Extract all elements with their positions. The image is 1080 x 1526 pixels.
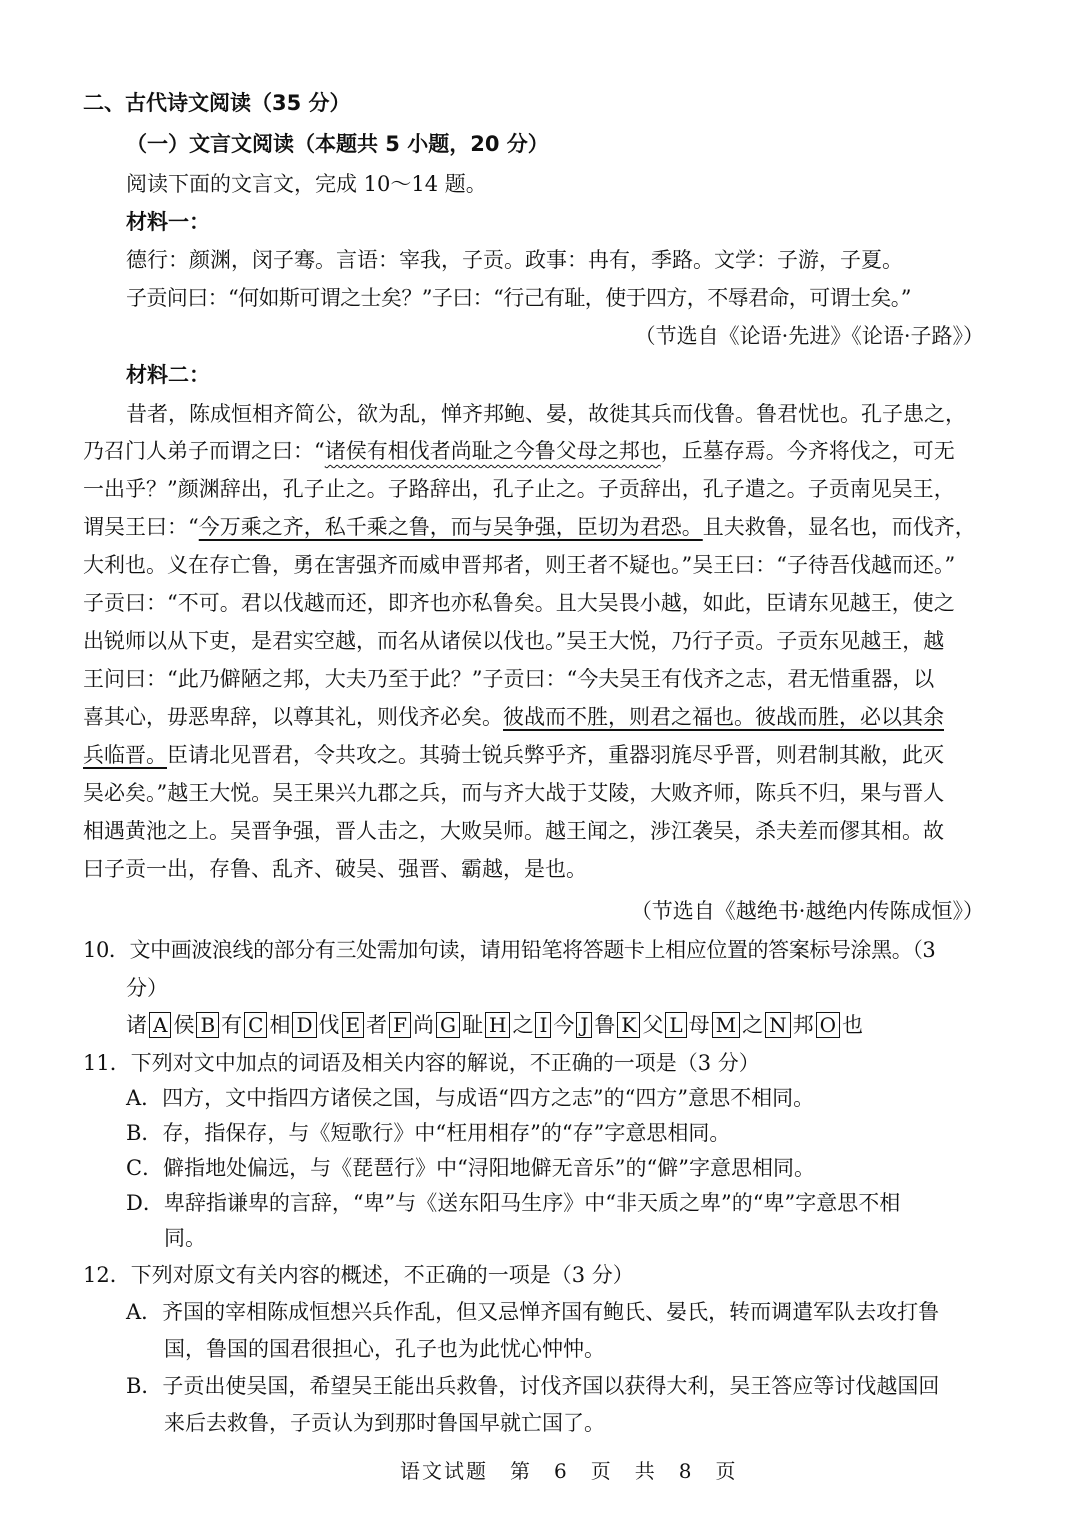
q10-option[interactable]	[689, 1013, 742, 1037]
option-label: D	[292, 1012, 316, 1038]
option-label: N	[765, 1012, 791, 1038]
material2-line: 出锐师以从下吏，是君实空越，而名从诸侯以伐也。”吴王大悦，乃行子贡。子贡东见越王，越	[83, 629, 945, 653]
underlined-segment: 今万乘之齐，私千乘之鲁，而与吴争强，臣切为君恐。	[198, 515, 703, 539]
text-segment: 臣请北见晋君，令共攻之。其骑士锐兵弊乎齐，重器羽旄尽乎晋，则君制其敝，此灭	[167, 743, 944, 767]
char: 鲁	[594, 1013, 616, 1037]
material2-line	[83, 512, 976, 542]
q10-option[interactable]	[221, 1013, 269, 1037]
option-label: K	[617, 1012, 640, 1038]
char: 父	[642, 1013, 664, 1037]
char: 之	[512, 1013, 534, 1037]
q10-option[interactable]	[594, 1013, 642, 1037]
material1-label: 材料一：	[126, 210, 210, 234]
material2-label: 材料二：	[126, 363, 210, 387]
char: 今	[553, 1013, 575, 1037]
option-label: C	[244, 1012, 267, 1038]
char: 耻	[462, 1013, 483, 1037]
option-label: H	[485, 1012, 510, 1038]
material2-line	[83, 702, 944, 732]
q10-option[interactable]	[742, 1013, 793, 1037]
q11-option-d-cont: 同。	[164, 1226, 206, 1250]
material2-line: 曰子贡一出，存鲁、乱齐、破吴、强晋、霸越，是也。	[83, 857, 587, 881]
q10-stem-cont: 分）	[126, 976, 168, 1000]
material2-line	[83, 436, 955, 466]
page-footer: 语文试题 第 6 页 共 8 页	[400, 1459, 738, 1483]
text-segment: 喜其心，毋恶卑辞，以尊其礼，则伐齐必矣。	[83, 705, 503, 729]
q10-option[interactable]	[642, 1013, 688, 1037]
char: 邦	[792, 1013, 814, 1037]
q11-option-d[interactable]: D．卑辞指谦卑的言辞，“卑”与《送东阳马生序》中“非天质之卑”的“卑”字意思不相	[126, 1191, 901, 1215]
q10-option[interactable]	[462, 1013, 512, 1037]
option-label: O	[816, 1012, 840, 1038]
q10-options	[126, 1010, 863, 1040]
char: 也	[842, 1013, 864, 1037]
material2-line: 一出乎？”颜渊辞出，孔子止之。子路辞出，孔子止之。子贡辞出，孔子遣之。子贡南见吴王，	[83, 477, 955, 501]
q10-option[interactable]	[793, 1013, 842, 1037]
char: 之	[742, 1013, 764, 1037]
material2-line: 吴必矣。”越王大悦。吴王果兴九郡之兵，而与齐大战于艾陵，大败齐师，陈兵不归，果与晋人	[83, 781, 945, 805]
option-label: E	[342, 1012, 365, 1038]
q11-option-c[interactable]: C．僻指地处偏远，与《琵琶行》中“浔阳地僻无音乐”的“僻”字意思相同。	[126, 1156, 816, 1180]
option-label: J	[576, 1012, 592, 1038]
char: 侯	[173, 1013, 195, 1037]
char: 相	[269, 1013, 291, 1037]
text-segment: ，丘墓存焉。今齐将伐之，可无	[660, 439, 955, 463]
char: 有	[221, 1013, 243, 1037]
q10-option[interactable]	[512, 1013, 553, 1037]
q10-option[interactable]	[126, 1013, 173, 1037]
option-label: G	[436, 1012, 460, 1038]
material2-line: 子贡曰：“不可。君以伐越而还，即齐也亦私鲁矣。且大吴畏小越，如此，臣请东见越王，使之	[83, 591, 955, 615]
option-label: B	[196, 1012, 219, 1038]
q10-option[interactable]	[319, 1013, 367, 1037]
underlined-segment: 兵临晋。	[83, 743, 167, 767]
q12-option-a-cont: 国，鲁国的国君很担心，孔子也为此忧心忡忡。	[164, 1337, 605, 1361]
char: 伐	[318, 1013, 340, 1037]
q11-option-b[interactable]: B．存，指保存，与《短歌行》中“枉用相存”的“存”字意思相同。	[126, 1121, 731, 1145]
material2-line: 相遇黄池之上。吴晋争强，晋人击之，大败吴师。越王闻之，涉江袭吴，杀夫差而僇其相。故	[83, 819, 944, 843]
wavy-underlined-segment: 诸侯有相伐者尚耻之今鲁父母之邦也	[324, 439, 661, 463]
text-segment: 乃召门人弟子而谓之曰：“	[83, 439, 325, 463]
material2-line: 昔者，陈成恒相齐简公，欲为乱，惮齐邦鲍、晏，故徙其兵而伐鲁。鲁君忧也。孔子患之，	[126, 402, 966, 426]
q10-option[interactable]	[173, 1013, 221, 1037]
char: 者	[366, 1013, 388, 1037]
char: 诸	[126, 1013, 147, 1037]
q10-stem: 10．文中画波浪线的部分有三处需加句读，请用铅笔将答题卡上相应位置的答案标号涂黑。（3	[83, 938, 936, 962]
material1-source: （节选自《论语·先进》《论语·子路》）	[634, 324, 984, 348]
option-label: A	[149, 1012, 171, 1038]
option-label: I	[535, 1012, 551, 1038]
underlined-segment: 彼战而不胜，则君之福也。彼战而胜，必以其余	[503, 705, 944, 729]
material2-line: 王问曰：“此乃僻陋之邦，大夫乃至于此？”子贡曰：“今夫吴王有伐齐之志，君无惜重器，以	[83, 667, 935, 691]
instruction: 阅读下面的文言文，完成 10～14 题。	[126, 172, 487, 196]
char: 尚	[413, 1013, 435, 1037]
q12-option-b[interactable]: B．子贡出使吴国，希望吴王能出兵救鲁，讨伐齐国以获得大利，吴王答应等讨伐越国回	[126, 1374, 940, 1398]
material2-line	[83, 740, 944, 770]
char: 母	[688, 1013, 710, 1037]
material1-line: 子贡问曰：“何如斯可谓之士矣？”子曰：“行己有耻，使于四方，不辱君命，可谓士矣。”	[126, 286, 911, 310]
q12-stem: 12．下列对原文有关内容的概述，不正确的一项是（3 分）	[83, 1263, 634, 1287]
q12-option-a[interactable]: A．齐国的宰相陈成恒想兴兵作乱，但又忌惮齐国有鲍氏、晏氏，转而调遣军队去攻打鲁	[126, 1300, 940, 1324]
sub-title: （一）文言文阅读（本题共 5 小题，20 分）	[126, 132, 549, 156]
text-segment: 且夫救鲁，显名也，而伐齐，	[702, 515, 976, 539]
q10-option[interactable]	[553, 1013, 594, 1037]
material1-line: 德行：颜渊，闵子骞。言语：宰我，子贡。政事：冉有，季路。文学：子游，子夏。	[126, 248, 903, 272]
q11-stem: 11．下列对文中加点的词语及相关内容的解说，不正确的一项是（3 分）	[83, 1051, 760, 1075]
section-title: 二、古代诗文阅读（35 分）	[83, 91, 351, 115]
material2-line: 大利也。义在存亡鲁，勇在害强齐而威申晋邦者，则王者不疑也。”吴王曰：“子待吾伐越而还。”	[83, 553, 956, 577]
q11-option-a[interactable]: A．四方，文中指四方诸侯之国，与成语“四方之志”的“四方”意思不相同。	[126, 1086, 815, 1110]
q10-option[interactable]	[413, 1013, 462, 1037]
q10-option[interactable]	[366, 1013, 413, 1037]
option-label: F	[389, 1012, 411, 1038]
text-segment: 谓吴王曰：“	[83, 515, 199, 539]
q10-option[interactable]	[269, 1013, 318, 1037]
material2-source: （节选自《越绝书·越绝内传陈成恒》）	[630, 899, 984, 923]
q12-option-b-cont: 来后去救鲁，子贡认为到那时鲁国早就亡国了。	[164, 1411, 605, 1435]
option-label: L	[665, 1012, 686, 1038]
option-label: M	[712, 1012, 740, 1038]
